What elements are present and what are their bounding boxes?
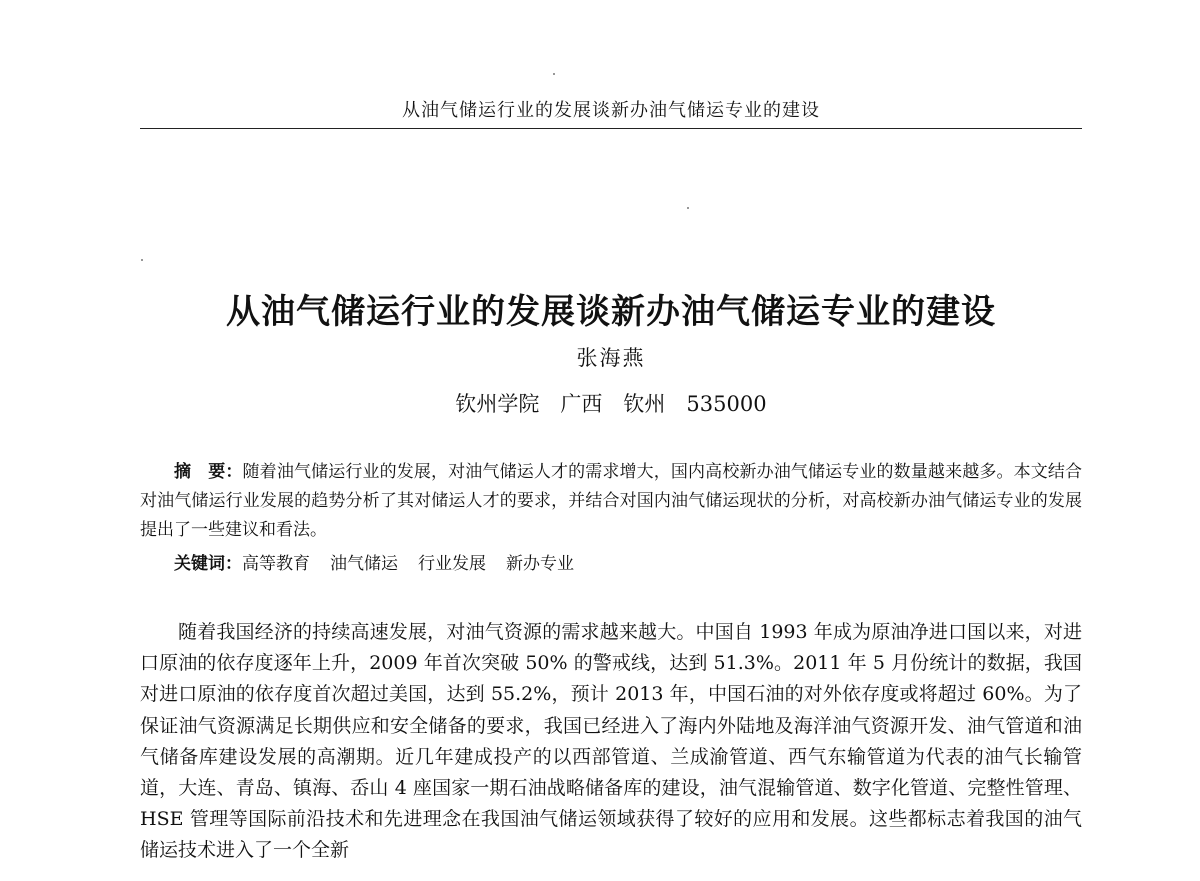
keyword: 新办专业	[506, 554, 574, 574]
article-title: 从油气储运行业的发展谈新办油气储运专业的建设	[226, 292, 996, 332]
keyword: 行业发展	[418, 554, 486, 574]
running-header: 从油气储运行业的发展谈新办油气储运专业的建设	[402, 100, 820, 121]
scan-speck	[687, 207, 689, 209]
scan-speck	[553, 73, 555, 75]
keyword: 高等教育	[242, 554, 310, 574]
abstract	[140, 458, 1082, 545]
author-name: 张海燕	[576, 346, 646, 370]
body-paragraph: 随着我国经济的持续高速发展，对油气资源的需求越来越大。中国自 1993 年成为原油净进口国以来，对进口原油的依存度逐年上升，2009 年首次突破 50% 的警戒线，达到 51.3%。2011 年 5 月份统计的数据，我国对进口原油的依存度首次超过美国，达到 55.2%，预计 2013 年，中国石油的对外依存度或将超过 60%。为了保证油气资源满足长期供应和安全储备的要求，我国已经进入了海内外陆地及海洋油气资源开发、油气管道和油气储备库建设发展的高潮期。近几年建成投产的以西部管道、兰成渝管道、西气东输管道为代表的油气长输管道，大连、青岛、镇海、岙山 4 座国家一期石油战略储备库的建设，油气混输管道、数字化管道、完整性管理、HSE 管理等国际前沿技术和先进理念在我国油气储运领域获得了较好的应用和发展。这些都标志着我国的油气储运技术进入了一个全新	[140, 621, 1082, 862]
author-affiliation: 钦州学院 广西 钦州 535000	[455, 392, 767, 416]
keyword: 油气储运	[330, 554, 398, 574]
header-rule	[140, 128, 1082, 129]
scan-speck	[141, 259, 143, 261]
keywords-label: 关键词：	[174, 554, 242, 574]
abstract-label: 摘 要：	[174, 462, 243, 482]
keywords	[174, 550, 1082, 579]
abstract-text: 随着油气储运行业的发展，对油气储运人才的需求增大，国内高校新办油气储运专业的数量越来越多。本文结合对油气储运行业发展的趋势分析了其对储运人才的要求，并结合对国内油气储运现状的分析，对高校新办油气储运专业的发展提出了一些建议和看法。	[140, 462, 1083, 540]
